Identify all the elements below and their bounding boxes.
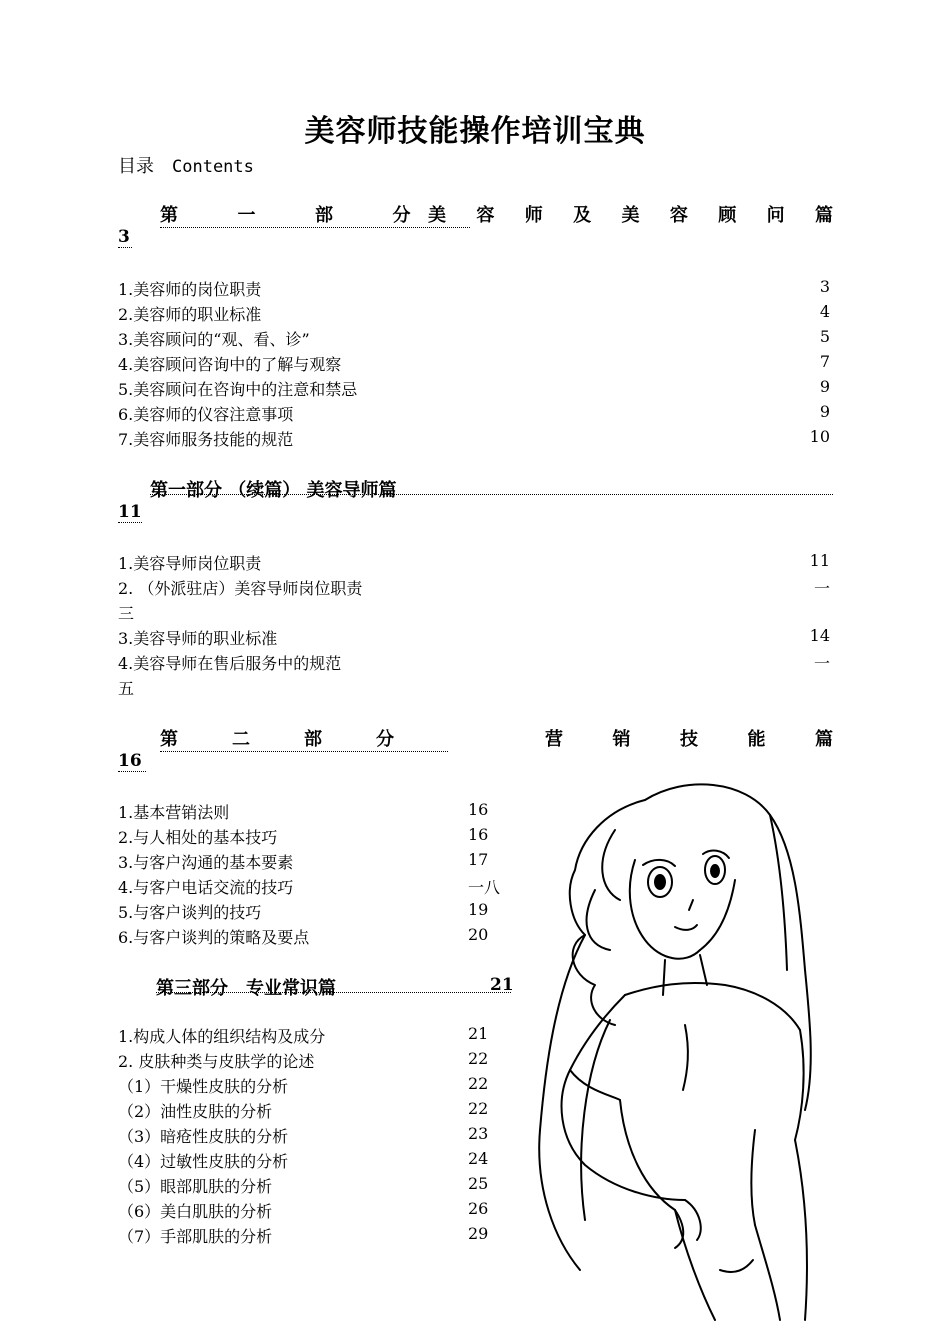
- part3-heading-underline: [156, 992, 511, 993]
- part1-heading-char: 容: [476, 205, 495, 226]
- part1-heading-char: 问: [766, 205, 785, 226]
- toc-label-en: Contents: [172, 157, 254, 177]
- part2-heading-char: 第: [160, 729, 178, 750]
- part2-heading-char: 销: [612, 729, 631, 750]
- toc-entry-text: （7）手部肌肤的分析: [118, 1227, 273, 1246]
- part2-heading-char: 二: [232, 729, 250, 750]
- toc-entry-page: 9: [819, 377, 830, 396]
- toc-entry-page: 10: [809, 427, 830, 446]
- part1b-page: 11: [118, 502, 142, 522]
- part1-heading-char: 篇: [815, 205, 833, 226]
- part2-heading-right: [545, 725, 833, 751]
- toc-entry-text: 7.美容师服务技能的规范: [118, 430, 294, 449]
- part3-page: 21: [490, 975, 514, 995]
- toc-entry-page: 24: [468, 1149, 489, 1168]
- part2-heading-char: 篇: [815, 729, 833, 750]
- toc-entry-text: （6）美白肌肤的分析: [118, 1202, 273, 1221]
- toc-entry-page: 16: [468, 800, 489, 819]
- toc-entry-page: 22: [468, 1074, 489, 1093]
- toc-entry-text: 6.美容师的仪容注意事项: [118, 405, 294, 424]
- toc-entry-text: 6.与客户谈判的策略及要点: [118, 928, 310, 947]
- part2-heading-char: 能: [747, 729, 766, 750]
- toc-entry-page: 4: [819, 302, 830, 321]
- part1-heading-char: 部: [315, 205, 333, 226]
- toc-entry-page: 29: [468, 1224, 489, 1243]
- part1-heading-char: 及: [573, 205, 592, 226]
- toc-entry-text: 1.基本营销法则: [118, 803, 230, 822]
- toc-entry-text: 3.美容导师的职业标准: [118, 629, 278, 648]
- part2-heading-char: 技: [680, 729, 698, 750]
- girl-sketch-illustration: [525, 770, 835, 1325]
- part1-heading-char: 美: [428, 205, 446, 226]
- toc-entry-page: 20: [468, 925, 489, 944]
- toc-entry-page: 一: [813, 579, 830, 598]
- part2-heading-char: 分: [376, 729, 394, 750]
- toc-entry-page: 22: [468, 1049, 489, 1068]
- part2-page: 16: [118, 751, 146, 772]
- part2-heading-char: 部: [304, 729, 322, 750]
- toc-entry-text: 5.与客户谈判的技巧: [118, 903, 262, 922]
- toc-entry-text: 3.与客户沟通的基本要素: [118, 853, 294, 872]
- toc-entry-page: 23: [468, 1124, 489, 1143]
- toc-entry-text: （2）油性皮肤的分析: [118, 1102, 273, 1121]
- toc-entry-page: 3: [819, 277, 830, 296]
- toc-entry-text: （5）眼部肌肤的分析: [118, 1177, 273, 1196]
- toc-entry-page: 5: [819, 327, 830, 346]
- toc-entry-page: 26: [468, 1199, 489, 1218]
- toc-entry-page: 7: [819, 352, 830, 371]
- part1-heading-char: 顾: [718, 205, 737, 226]
- part1b-heading-underline: [150, 494, 833, 495]
- toc-entry-text: 4.美容导师在售后服务中的规范: [118, 654, 342, 673]
- part1-heading-char: 师: [524, 205, 543, 226]
- toc-heading: [118, 152, 254, 178]
- toc-entry-page: 17: [468, 850, 489, 869]
- toc-entry-page: 一: [813, 654, 830, 673]
- page-title: 美容师技能操作培训宝典: [304, 114, 646, 149]
- part3-heading: 第三部分 专业常识篇: [156, 978, 336, 999]
- toc-entry-text: 1.构成人体的组织结构及成分: [118, 1027, 326, 1046]
- toc-entry-page: 21: [468, 1024, 489, 1043]
- toc-entry-text: 1.美容导师岗位职责: [118, 554, 262, 573]
- toc-entry-page: 25: [468, 1174, 489, 1193]
- toc-entry-text: （1）干燥性皮肤的分析: [118, 1077, 289, 1096]
- part2-heading-char: 营: [545, 729, 563, 750]
- part1-page: 3: [118, 227, 132, 248]
- toc-entry-page-wrap: 三: [118, 604, 135, 623]
- toc-entry-page: 16: [468, 825, 489, 844]
- toc-entry-text: 4.与客户电话交流的技巧: [118, 878, 294, 897]
- toc-entry-page: 11: [809, 551, 830, 570]
- toc-entry-text: 2. （外派驻店）美容导师岗位职责: [118, 579, 363, 598]
- part1-heading-char: 一: [237, 205, 256, 226]
- part1-heading-right: [428, 201, 833, 227]
- part1-heading-left: [160, 201, 470, 228]
- part1b-heading: 第一部分 （续篇） 美容导师篇: [150, 480, 397, 501]
- toc-entry-page: 19: [468, 900, 489, 919]
- toc-entry-text: 2. 皮肤种类与皮肤学的论述: [118, 1052, 315, 1071]
- part1-heading-char: 第: [160, 205, 178, 226]
- part1-heading-char: 容: [669, 205, 688, 226]
- toc-entry-text: 2.与人相处的基本技巧: [118, 828, 278, 847]
- toc-entry-text: 5.美容顾问在咨询中的注意和禁忌: [118, 380, 358, 399]
- toc-entry-text: 3.美容顾问的“观、看、诊”: [118, 330, 310, 349]
- toc-label: 目录: [118, 156, 154, 177]
- toc-entry-page: 9: [819, 402, 830, 421]
- part1-heading-char: 美: [621, 205, 640, 226]
- toc-entry-page: 14: [809, 626, 830, 645]
- toc-entry-page: 22: [468, 1099, 489, 1118]
- toc-entry-text: 1.美容师的岗位职责: [118, 280, 262, 299]
- toc-entry-text: （3）暗疮性皮肤的分析: [118, 1127, 289, 1146]
- part1-heading-char: 分: [392, 205, 411, 226]
- toc-entry-text: 4.美容顾问咨询中的了解与观察: [118, 355, 342, 374]
- toc-entry-text: （4）过敏性皮肤的分析: [118, 1152, 289, 1171]
- toc-entry-page: 一八: [468, 878, 501, 897]
- toc-entry-page-wrap: 五: [118, 679, 135, 698]
- part2-heading-left: [160, 725, 448, 752]
- toc-entry-text: 2.美容师的职业标准: [118, 305, 262, 324]
